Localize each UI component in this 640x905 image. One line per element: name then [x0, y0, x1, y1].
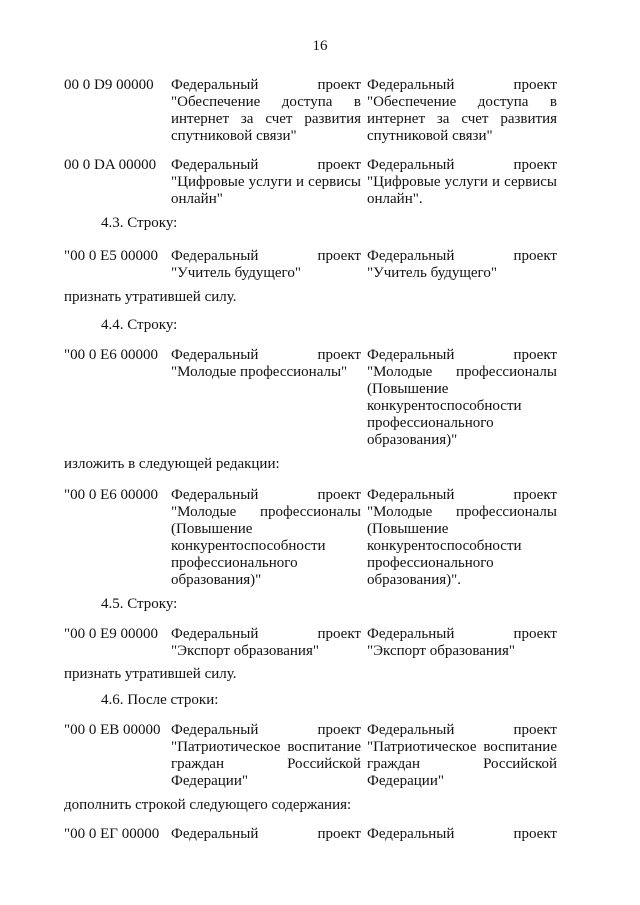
row-code: "00 0 E6 00000 [64, 347, 159, 363]
col-old: Федеральный проект "Молодые профессионалы" [171, 347, 361, 380]
row-code: 00 0 DA 00000 [64, 157, 157, 173]
col-old: Федеральный проект "Обеспечение доступа в интернет за счет развития спутниковой связи" [171, 77, 361, 144]
col-old: Федеральный проект "Цифровые услуги и сервисы онлайн" [171, 157, 361, 207]
row-code: "00 0 E6 00000 [64, 487, 159, 503]
row-code: 00 0 D9 00000 [64, 77, 154, 93]
section-heading: 4.3. Строку: [101, 215, 178, 231]
col-old: Федеральный проект [171, 826, 361, 842]
col-old: Федеральный проект "Учитель будущего" [171, 248, 361, 281]
row-code: "00 0 E9 00000 [64, 626, 159, 642]
col-new: Федеральный проект "Экспорт образования" [367, 626, 557, 659]
col-new: Федеральный проект "Молодые профессионалы (Повышение конкурентоспособности профессионального образования)". [367, 487, 557, 588]
col-old: Федеральный проект "Экспорт образования" [171, 626, 361, 659]
instruction-text: признать утратившей силу. [64, 289, 237, 305]
col-new: Федеральный проект "Учитель будущего" [367, 248, 557, 281]
col-new: Федеральный проект "Цифровые услуги и сервисы онлайн". [367, 157, 557, 207]
page-number: 16 [312, 38, 328, 54]
col-old: Федеральный проект "Патриотическое воспитание граждан Российской Федерации" [171, 722, 361, 789]
col-old: Федеральный проект "Молодые профессионалы (Повышение конкурентоспособности профессионального образования)" [171, 487, 361, 588]
row-code: "00 0 EГ 00000 [64, 826, 160, 842]
section-heading: 4.5. Строку: [101, 596, 178, 612]
instruction-text: признать утратившей силу. [64, 666, 237, 682]
instruction-text: дополнить строкой следующего содержания: [64, 797, 352, 813]
section-heading: 4.4. Строку: [101, 317, 178, 333]
row-code: "00 0 E5 00000 [64, 248, 159, 264]
row-code: "00 0 EB 00000 [64, 722, 161, 738]
section-heading: 4.6. После строки: [101, 692, 219, 708]
col-new: Федеральный проект [367, 826, 557, 842]
col-new: Федеральный проект "Обеспечение доступа в интернет за счет развития спутниковой связи" [367, 77, 557, 144]
col-new: Федеральный проект "Патриотическое воспитание граждан Российской Федерации" [367, 722, 557, 789]
col-new: Федеральный проект "Молодые профессионалы (Повышение конкурентоспособности профессионального образования)" [367, 347, 557, 448]
instruction-text: изложить в следующей редакции: [64, 456, 280, 472]
